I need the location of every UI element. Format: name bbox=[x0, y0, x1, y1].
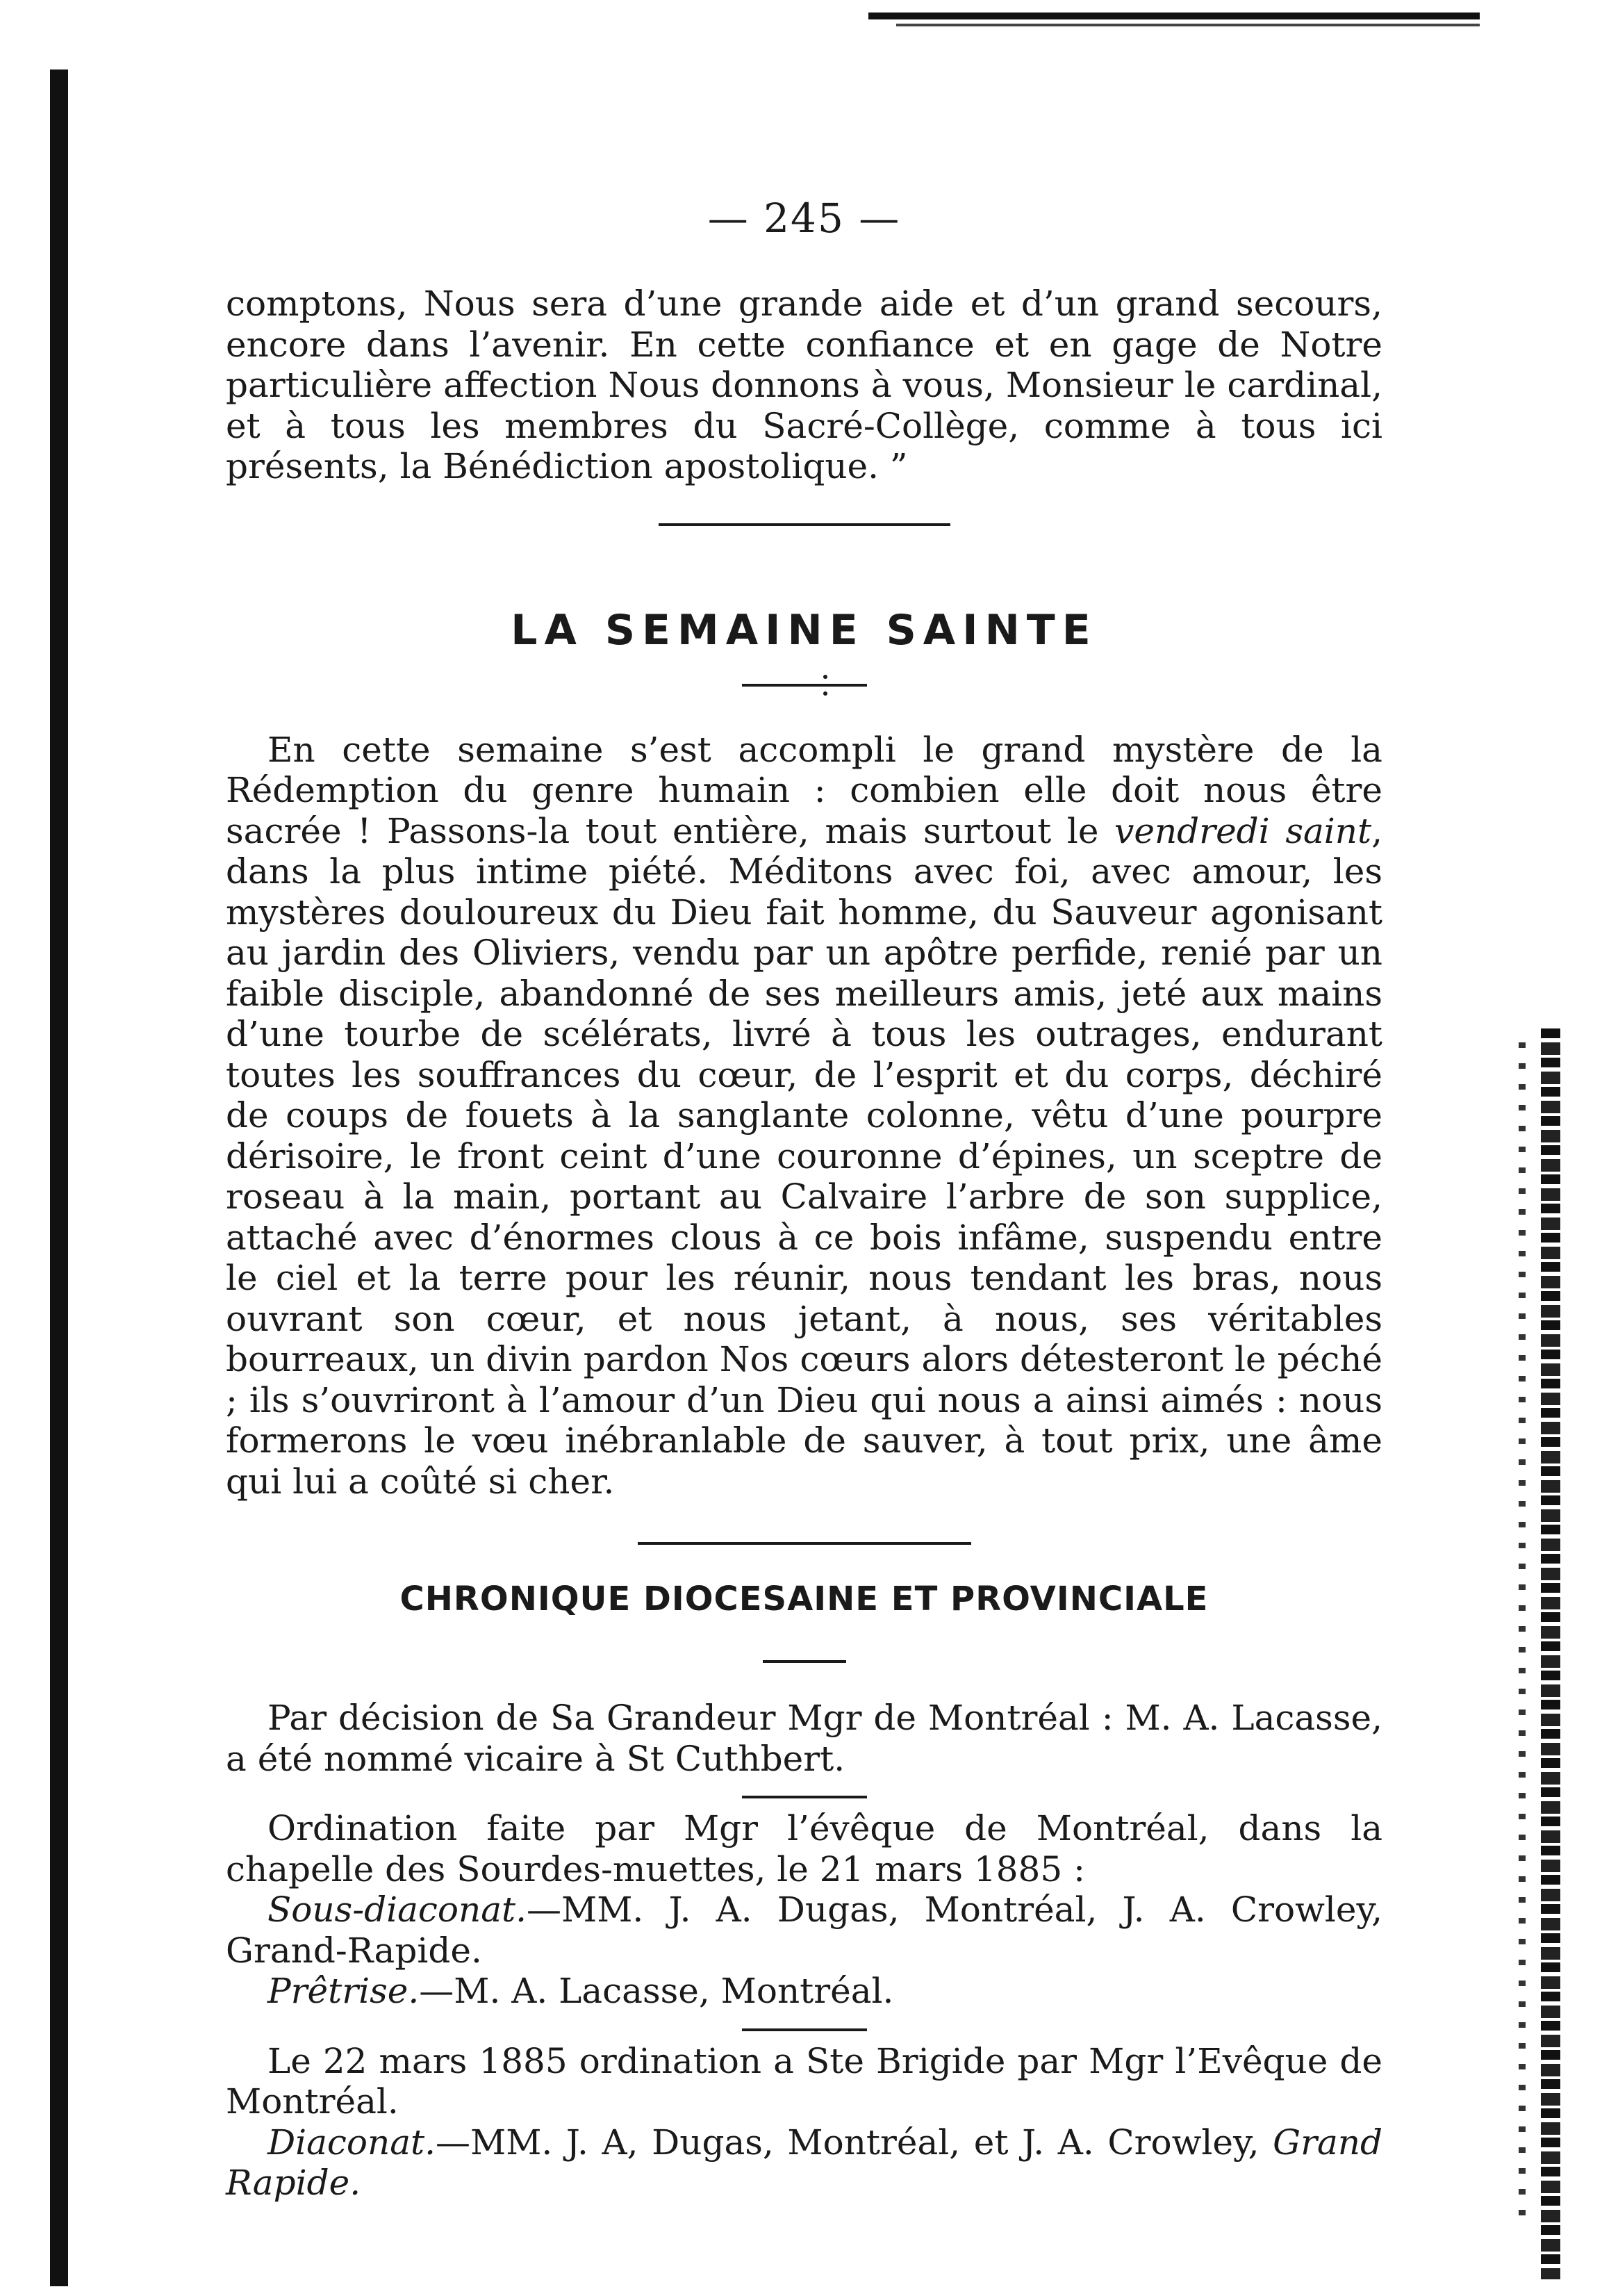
page-content bbox=[226, 195, 1382, 2204]
chronique-pretrise bbox=[226, 1971, 1382, 2012]
left-binding-edge bbox=[50, 69, 68, 2286]
item-divider bbox=[742, 2028, 867, 2031]
sous-diaconat-label: Sous-diaconat. bbox=[267, 1889, 527, 1930]
intro-paragraph: comptons, Nous sera d’une grande aide et d’un grand secours, encore dans l’avenir. En cette confiance et en gage de Notre particulière affection Nous donnons à vous, Monsieur le cardinal, et à tous les membres du Sacré-Collège, comme à tous ici présents, la Bénédiction apostolique. ” bbox=[226, 284, 1382, 486]
diaconat-label: Diaconat. bbox=[267, 2122, 436, 2163]
right-binding-edge bbox=[1541, 1028, 1560, 2279]
semaine-text-part1: En cette semaine s’est accompli le grand mystère de la Rédemption du genre humain : combien elle doit nous être sacrée ! Passons-la tout entière, mais surtout le bbox=[226, 729, 1382, 851]
semaine-text-italic: vendredi saint bbox=[1114, 810, 1372, 851]
right-scan-artifact bbox=[1519, 1042, 1526, 2224]
chronique-sous-diaconat bbox=[226, 1889, 1382, 1971]
section-divider bbox=[638, 1542, 971, 1545]
top-edge-rule bbox=[868, 13, 1480, 19]
title-ornament bbox=[226, 671, 1382, 702]
semaine-sainte-paragraph bbox=[226, 730, 1382, 1502]
section-divider bbox=[659, 523, 950, 526]
pretrise-text: —M. A. Lacasse, Montréal. bbox=[419, 1971, 894, 2011]
section-title-chronique: CHRONIQUE DIOCESAINE ET PROVINCIALE bbox=[399, 1580, 1209, 1618]
top-edge-rule-secondary bbox=[896, 24, 1480, 26]
semaine-text-part2: , dans la plus intime piété. Méditons avec foi, avec amour, les mystères douloureux du Dieu fait homme, du Sauveur agonisant au jardin des Oliviers, vendu par un apôtre perfide, renié par un faible disciple, abandonné de ses meilleurs amis, jeté aux mains d’une tourbe de scélérats, livré à tous les outrages, endurant toutes les souffrances du cœur, de l’esprit et du corps, déchiré de coups de fouets à la sanglante colonne, vêtu d’une pourpre dérisoire, le front ceint d’une couronne d’épines, un sceptre de roseau à la main, portant au Calvaire l’arbre de son supplice, attaché avec d’énormes clous à ce bois infâme, suspendu entre le ciel et la terre pour les réunir, nous tendant les bras, nous ouvrant son cœur, et nous jetant, à nous, ses véritables bourreaux, un divin pardon Nos cœurs alors détesteront le péché ; ils s’ouvriront à l’amour d’un Dieu qui nous a ainsi aimés : nous formerons le vœu inébranlable de sauver, à tout prix, une âme qui lui a coûté si cher. bbox=[226, 810, 1382, 1502]
chronique-item-ordination-intro: Ordination faite par Mgr l’évêque de Montréal, dans la chapelle des Sourdes-muettes, le 21 mars 1885 : bbox=[226, 1808, 1382, 1889]
title-underline bbox=[763, 1660, 846, 1663]
chronique-item-ordination-ste-brigide: Le 22 mars 1885 ordination a Ste Brigide par Mgr l’Evêque de Montréal. bbox=[226, 2040, 1382, 2122]
item-divider bbox=[742, 1796, 867, 1798]
page-number: — 245 — bbox=[707, 195, 901, 242]
section-title-semaine-sainte: LA SEMAINE SAINTE bbox=[511, 605, 1098, 655]
pretrise-label: Prêtrise. bbox=[267, 1971, 420, 2011]
sous-diaconat-text: —MM. J. A. Dugas, Montréal, J. A. Crowley, Grand-Rapide. bbox=[226, 1889, 1382, 1971]
diaconat-text: —MM. J. A, Dugas, Montréal, et J. A. Crowley, bbox=[436, 2122, 1273, 2163]
chronique-item-nomination: Par décision de Sa Grandeur Mgr de Montréal : M. A. Lacasse, a été nommé vicaire à St Cuthbert. bbox=[226, 1698, 1382, 1779]
chronique-diaconat bbox=[226, 2122, 1382, 2204]
diaconat-place: Grand Rapide. bbox=[226, 2122, 1382, 2203]
